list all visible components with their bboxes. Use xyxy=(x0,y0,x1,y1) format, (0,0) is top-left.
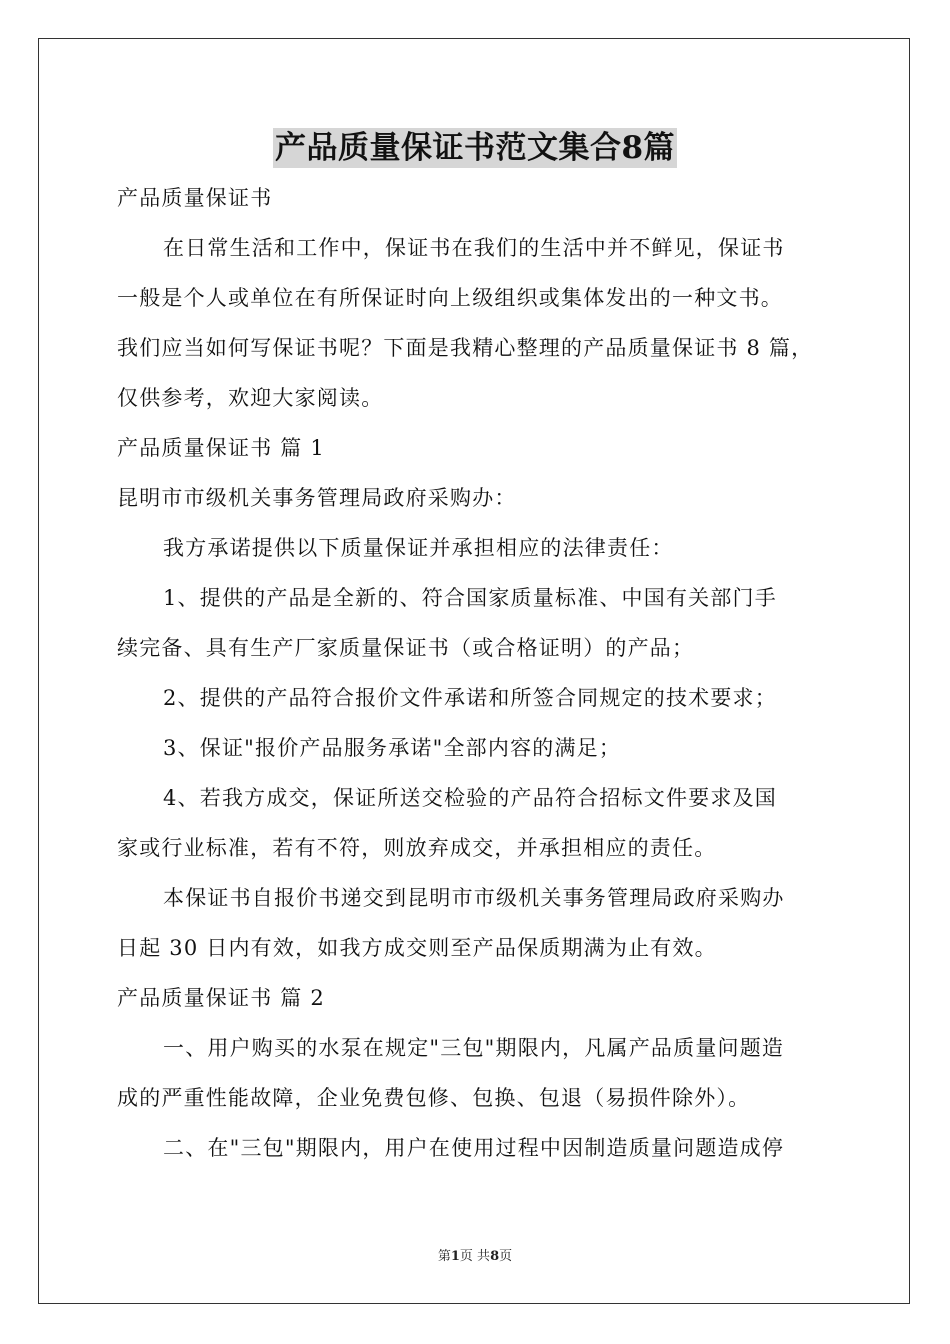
text-line: 在日常生活和工作中，保证书在我们的生活中并不鲜见，保证书 xyxy=(163,236,785,260)
text-line: 3、保证"报价产品服务承诺"全部内容的满足； xyxy=(163,736,622,760)
page-current: 1 xyxy=(450,1249,460,1264)
page-suffix: 页 xyxy=(499,1249,513,1264)
section-heading: 产品质量保证书 篇 1 xyxy=(117,436,325,460)
text-line: 日起 30 日内有效，如我方成交则至产品保质期满为止有效。 xyxy=(117,936,717,960)
text-line: 1、提供的产品是全新的、符合国家质量标准、中国有关部门手 xyxy=(163,586,777,610)
text-line: 本保证书自报价书递交到昆明市市级机关事务管理局政府采购办 xyxy=(163,886,785,910)
text-line: 成的严重性能故障，企业免费包修、包换、包退（易损件除外）。 xyxy=(117,1086,751,1110)
text-line: 一、用户购买的水泵在规定"三包"期限内，凡属产品质量问题造 xyxy=(163,1036,785,1060)
document-title: 产品质量保证书范文集合8篇 xyxy=(274,130,676,166)
text-line: 产品质量保证书 xyxy=(117,186,273,210)
text-line: 4、若我方成交，保证所送交检验的产品符合招标文件要求及国 xyxy=(163,786,777,810)
text-line: 2、提供的产品符合报价文件承诺和所签合同规定的技术要求； xyxy=(163,686,777,710)
page-total: 8 xyxy=(490,1249,500,1264)
text-line: 家或行业标准，若有不符，则放弃成交，并承担相应的责任。 xyxy=(117,836,717,860)
document-body xyxy=(117,173,847,1173)
text-line: 仅供参考，欢迎大家阅读。 xyxy=(117,386,384,410)
text-line: 我们应当如何写保证书呢？下面是我精心整理的产品质量保证书 8 篇， xyxy=(117,336,814,360)
text-line: 我方承诺提供以下质量保证并承担相应的法律责任： xyxy=(163,536,674,560)
page-footer xyxy=(0,1247,950,1267)
text-line: 一般是个人或单位在有所保证时向上级组织或集体发出的一种文书。 xyxy=(117,286,783,310)
title-container xyxy=(0,128,950,168)
text-line: 二、在"三包"期限内，用户在使用过程中因制造质量问题造成停 xyxy=(163,1136,785,1160)
section-heading: 产品质量保证书 篇 2 xyxy=(117,986,325,1010)
text-line: 续完备、具有生产厂家质量保证书（或合格证明）的产品； xyxy=(117,636,695,660)
text-line: 昆明市市级机关事务管理局政府采购办： xyxy=(117,486,517,510)
page-prefix: 第 xyxy=(437,1249,451,1264)
page-mid: 页 共 xyxy=(459,1249,491,1264)
